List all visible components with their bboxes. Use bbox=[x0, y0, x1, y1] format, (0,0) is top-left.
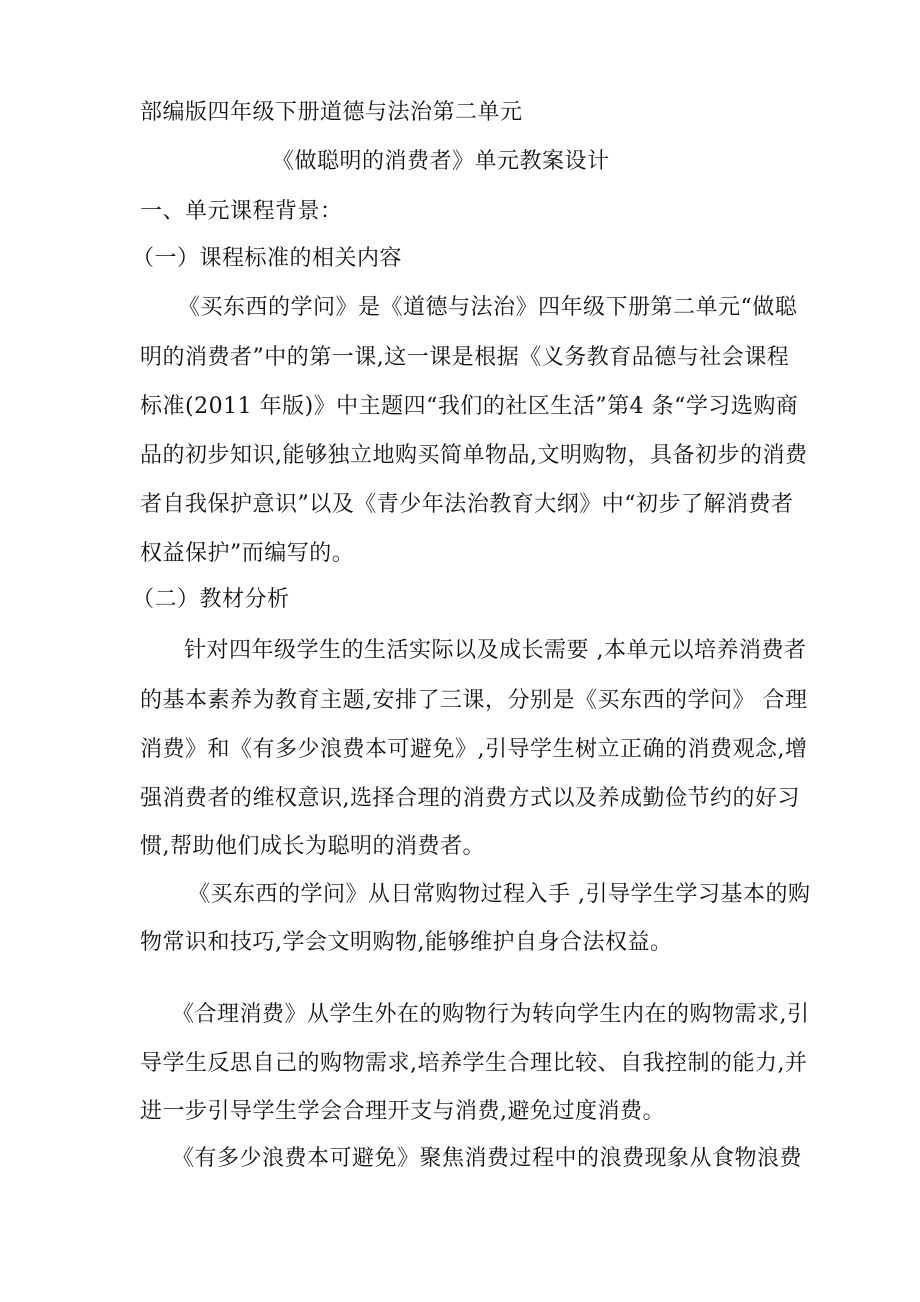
paragraph-line: 物常识和技巧,学会文明购物,能够维护自身合法权益。 bbox=[140, 930, 673, 955]
header-line: 部编版四年级下册道德与法治第二单元 bbox=[140, 100, 523, 125]
paragraph-line: 《合理消费》从学生外在的购物行为转向学生内在的购物需求,引 bbox=[172, 1002, 810, 1027]
paragraph-line: 者自我保护意识”以及《青少年法治教育大纲》中“初步了解消费者 bbox=[140, 492, 794, 517]
paragraph-line: 进一步引导学生学会合理开支与消费,避免过度消费。 bbox=[140, 1099, 665, 1124]
paragraph-line: 明的消费者”中的第一课,这一课是根据《义务教育品德与社会课程 bbox=[140, 345, 790, 370]
paragraph-line: 惯,帮助他们成长为聪明的消费者。 bbox=[140, 834, 485, 859]
paragraph-line: 强消费者的维权意识,选择合理的消费方式以及养成勤俭节约的好习 bbox=[140, 786, 800, 811]
paragraph-line: 的基本素养为教育主题,安排了三课，分别是《买东西的学问》 合理 bbox=[140, 688, 808, 713]
paragraph-line: 消费》和《有多少浪费本可避免》,引导学生树立正确的消费观念,增 bbox=[140, 737, 808, 762]
section-heading-background: 一、单元课程背景： bbox=[140, 199, 343, 224]
subsection-heading-curriculum-standard: （一）课程标准的相关内容 bbox=[132, 246, 403, 271]
paragraph-line: 品的初步知识,能够独立地购买简单物品,文明购物，具备初步的消费 bbox=[140, 443, 808, 468]
subsection-heading-textbook-analysis: （二）教材分析 bbox=[132, 587, 290, 612]
document-title: 《做聪明的消费者》单元教案设计 bbox=[272, 149, 610, 174]
paragraph-line: 权益保护”而编写的。 bbox=[140, 541, 355, 566]
paragraph-line: 标准(2011 年版)》中主题四“我们的社区生活”第4 条“学习选购商 bbox=[140, 394, 799, 419]
paragraph-line: 针对四年级学生的生活实际以及成长需要 ,本单元以培养消费者 bbox=[184, 638, 807, 663]
paragraph-line: 《有多少浪费本可避免》聚焦消费过程中的浪费现象从食物浪费 bbox=[172, 1146, 803, 1171]
paragraph-line: 导学生反思自己的购物需求,培养学生合理比较、自我控制的能力,并 bbox=[140, 1051, 808, 1076]
paragraph-line: 《买东西的学问》是《道德与法治》四年级下册第二单元“做聪 bbox=[178, 295, 798, 320]
paragraph-line: 《买东西的学问》从日常购物过程入手 ,引导学生学习基本的购 bbox=[188, 882, 811, 907]
